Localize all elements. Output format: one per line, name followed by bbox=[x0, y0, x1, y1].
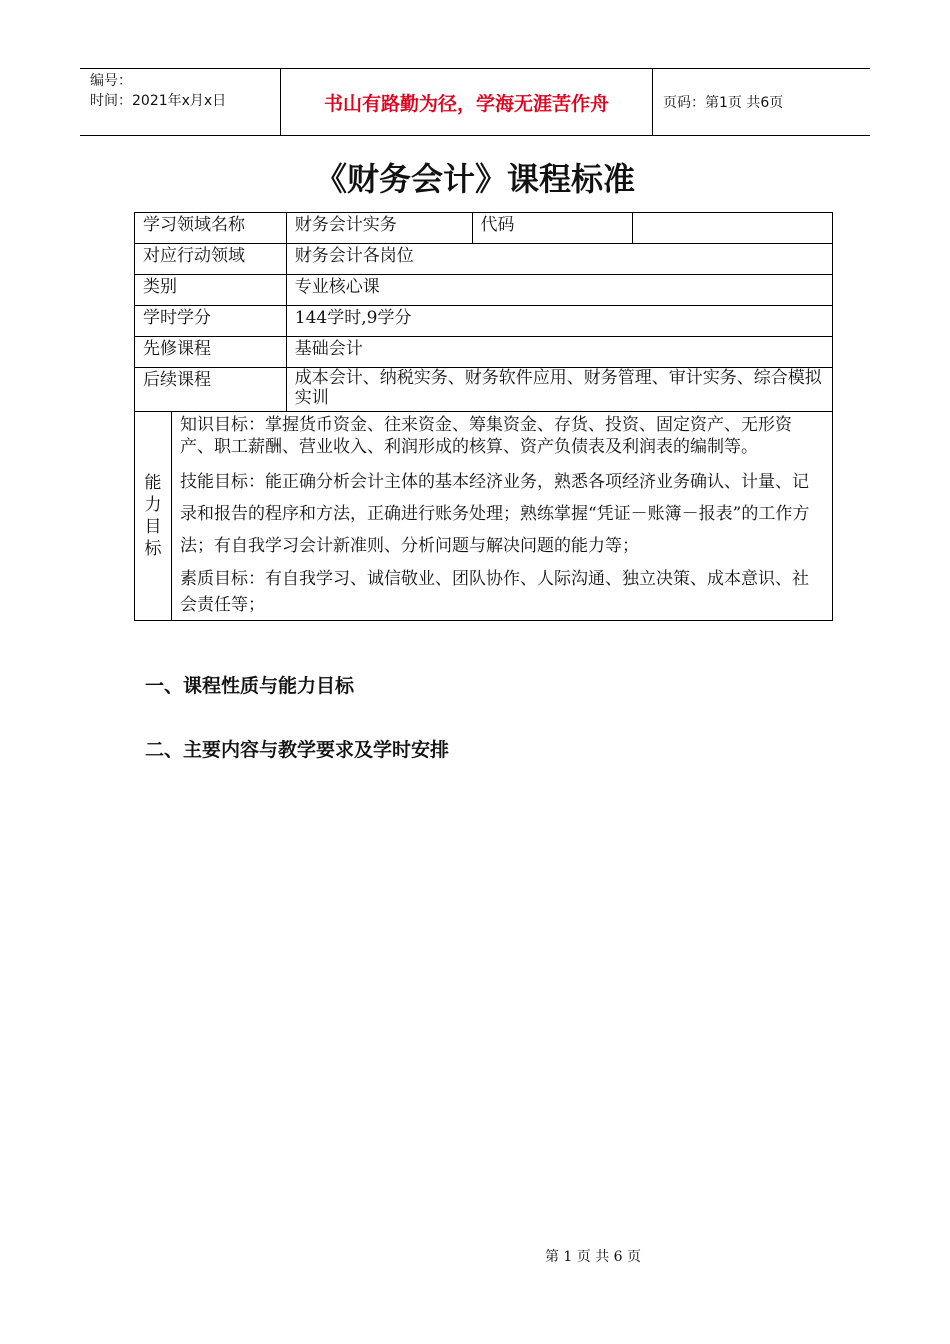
hours-label: 学时学分 bbox=[135, 306, 287, 337]
hours-value: 144学时,9学分 bbox=[286, 306, 832, 337]
row-prereq bbox=[135, 337, 833, 368]
category-value: 专业核心课 bbox=[286, 275, 832, 306]
document-title: 《财务会计》课程标准 bbox=[314, 160, 635, 198]
action-label: 对应行动领域 bbox=[135, 244, 287, 275]
skill-goal: 技能目标：能正确分析会计主体的基本经济业务，熟悉各项经济业务确认、计量、记录和报告的程序和方法，正确进行账务处理；熟练掌握“凭证－账簿－报表”的工作方法；有自我学习会计新准则、分析问题与解决问题的能力等； bbox=[179, 472, 810, 556]
date-label: 时间：2021年x月x日 bbox=[90, 93, 227, 109]
field-name-label: 学习领域名称 bbox=[135, 213, 287, 244]
row-field-name bbox=[135, 213, 833, 244]
serial-label: 编号： bbox=[90, 73, 132, 89]
ability-label: 能力目标 bbox=[144, 473, 162, 559]
header-page-info: 页码：第1页 共6页 bbox=[663, 95, 784, 111]
row-category bbox=[135, 275, 833, 306]
section-heading-2: 二、主要内容与教学要求及学时安排 bbox=[145, 739, 450, 761]
field-name-value: 财务会计实务 bbox=[286, 213, 472, 244]
knowledge-goal: 知识目标：掌握货币资金、往来资金、筹集资金、存货、投资、固定资产、无形资产、职工薪酬、营业收入、利润形成的核算、资产负债表及利润表的编制等。 bbox=[179, 415, 792, 457]
header-meta bbox=[80, 69, 281, 135]
category-label: 类别 bbox=[135, 275, 287, 306]
prereq-label: 先修课程 bbox=[135, 337, 287, 368]
ability-label-cell bbox=[135, 412, 172, 621]
quality-goal: 素质目标：有自我学习、诚信敬业、团队协作、人际沟通、独立决策、成本意识、社会责任等； bbox=[179, 569, 809, 615]
row-next-courses bbox=[135, 368, 833, 412]
ability-goals-cell bbox=[171, 412, 832, 621]
row-ability-goals bbox=[135, 412, 833, 621]
prereq-value: 基础会计 bbox=[286, 337, 832, 368]
page-footer: 第 1 页 共 6 页 bbox=[544, 1249, 642, 1265]
row-hours bbox=[135, 306, 833, 337]
code-label: 代码 bbox=[472, 213, 633, 244]
next-value: 成本会计、纳税实务、财务软件应用、财务管理、审计实务、综合模拟实训 bbox=[286, 368, 832, 412]
course-info-table bbox=[134, 212, 833, 621]
header-motto: 书山有路勤为径，学海无涯苦作舟 bbox=[281, 69, 653, 135]
row-action bbox=[135, 244, 833, 275]
section-heading-1: 一、课程性质与能力目标 bbox=[145, 675, 355, 697]
code-value bbox=[633, 213, 833, 244]
next-label: 后续课程 bbox=[135, 368, 287, 412]
page-header bbox=[80, 68, 870, 136]
action-value: 财务会计各岗位 bbox=[286, 244, 832, 275]
